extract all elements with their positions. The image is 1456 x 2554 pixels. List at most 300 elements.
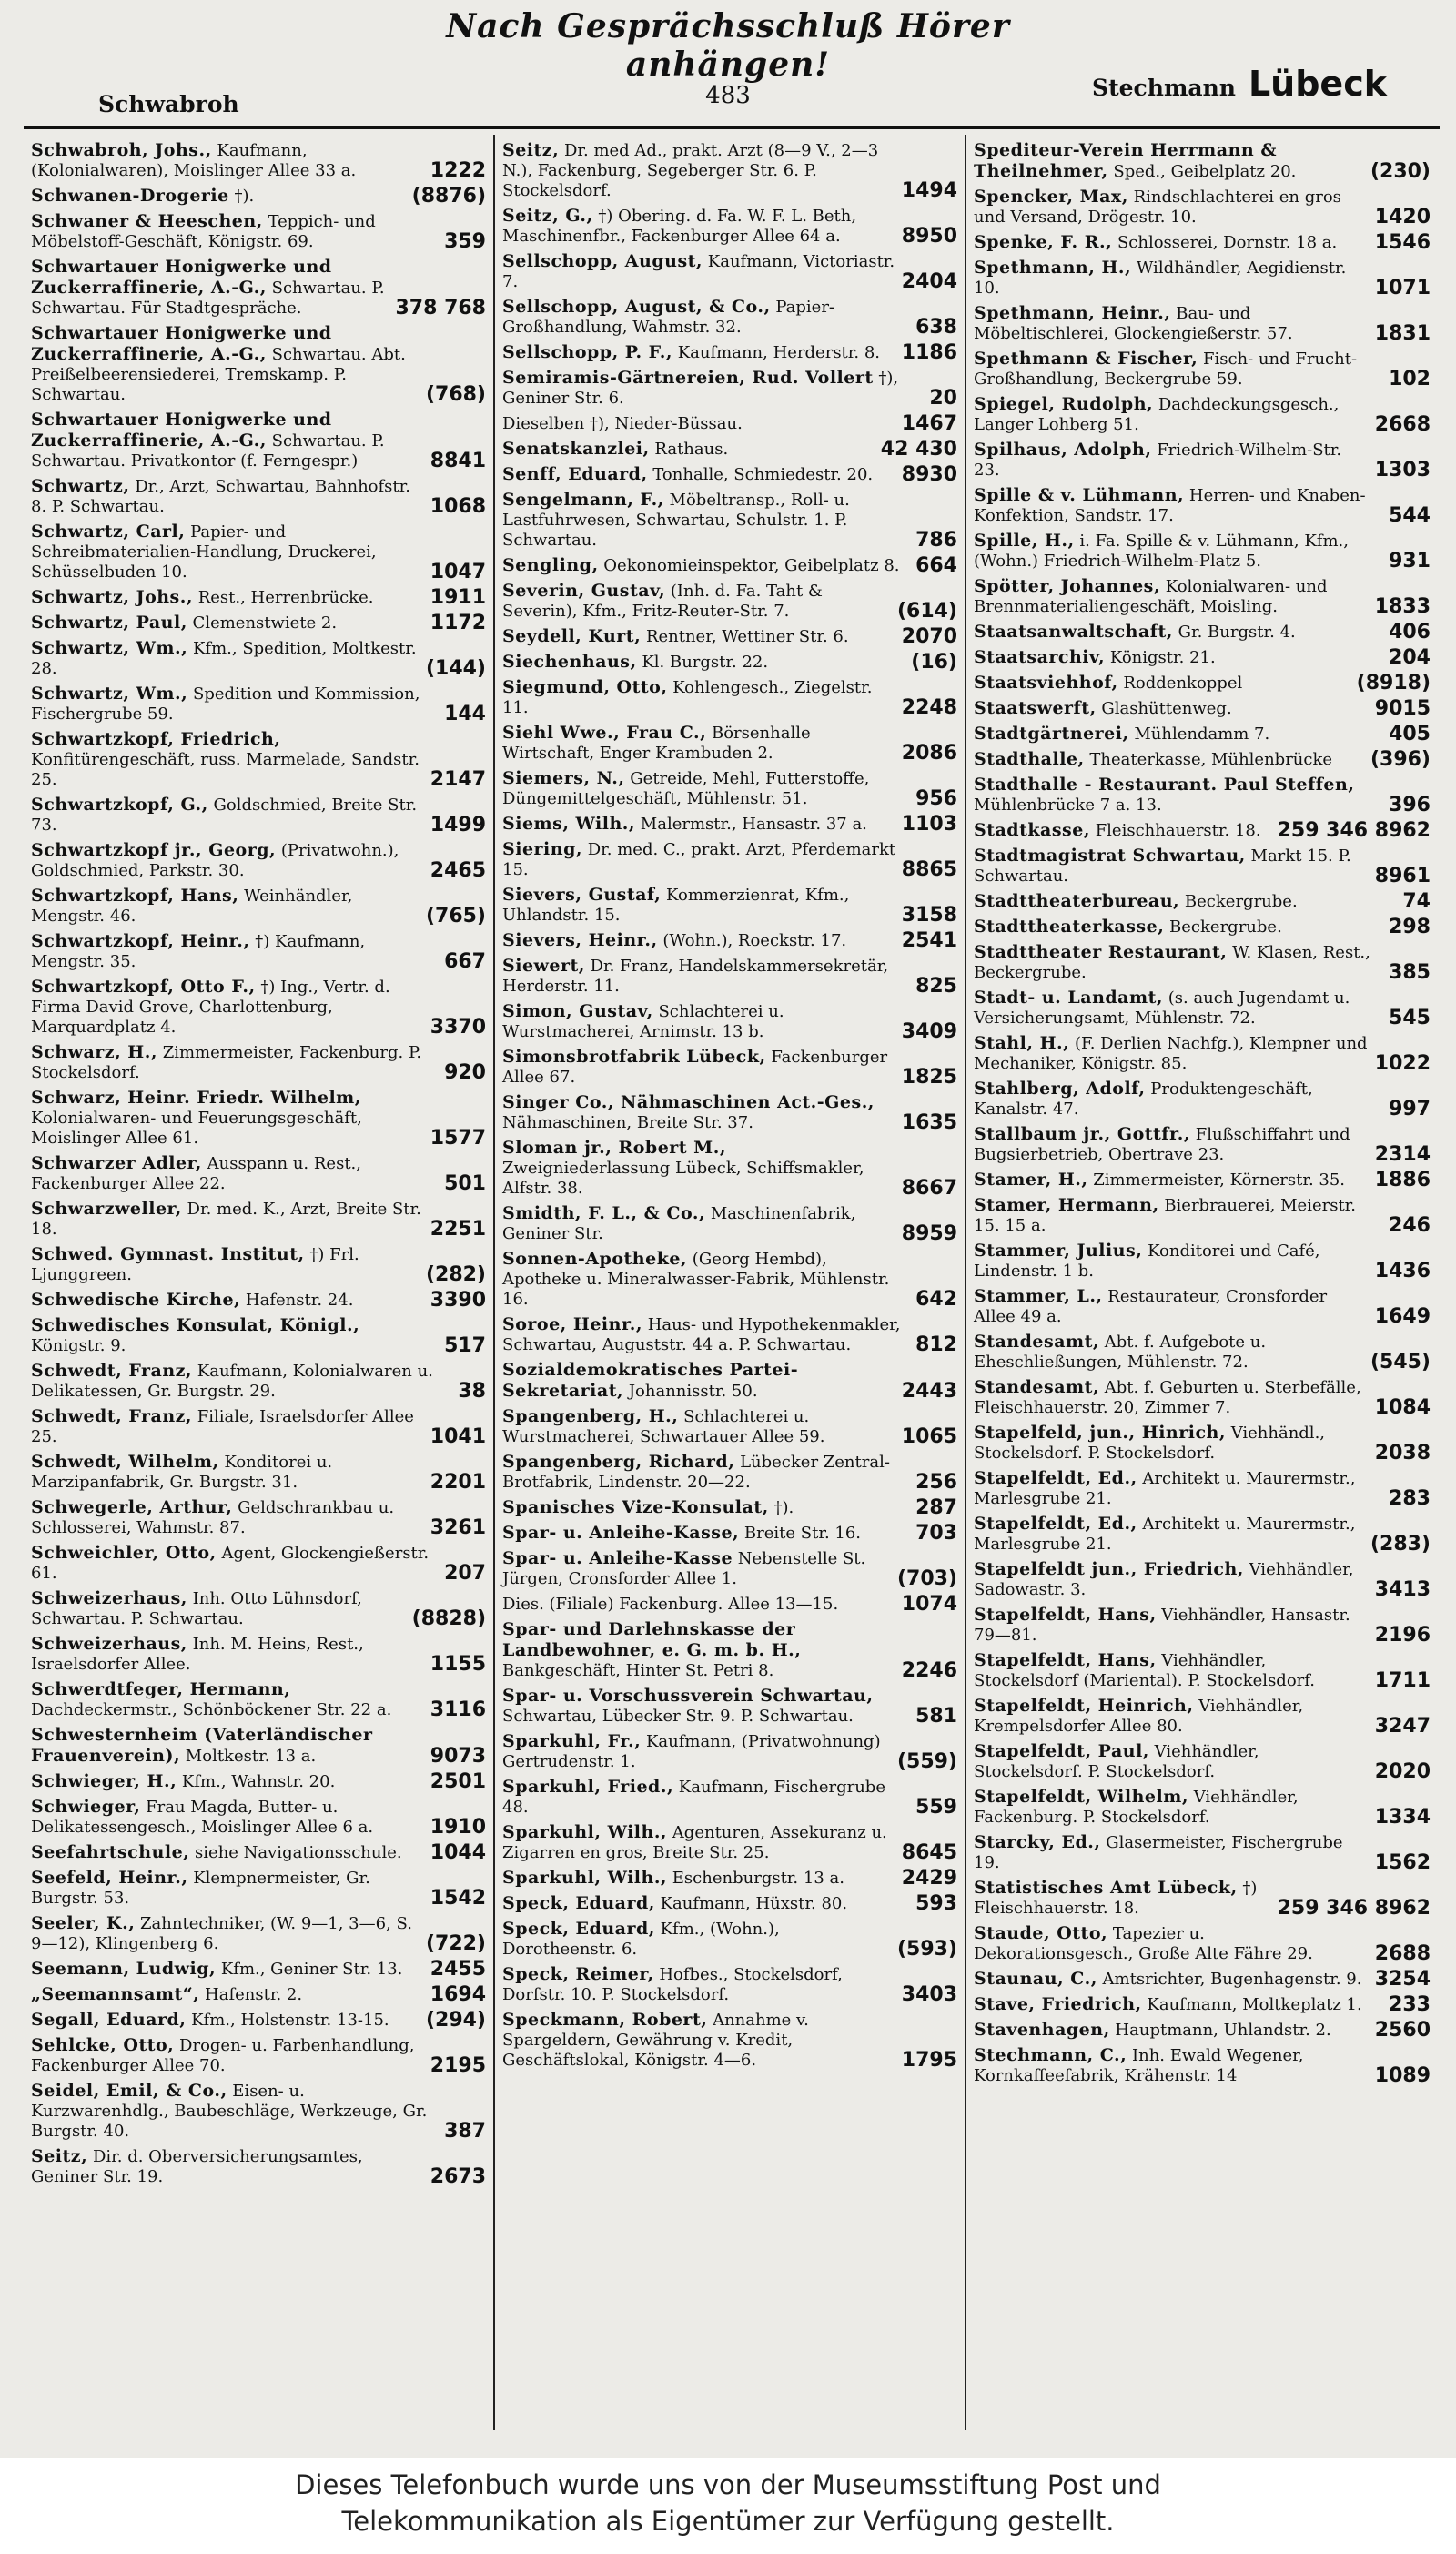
phone-number: 2070 <box>901 625 957 648</box>
entry-name: Siewert, <box>502 956 585 976</box>
entry-name: Spangenberg, H., <box>502 1406 679 1426</box>
entry-details: Börsenhalle Wirtschaft, Enger Krambuden 2. <box>502 724 811 763</box>
entry-details: Maschinenfabrik, Geniner Str. <box>502 1204 856 1243</box>
entry-name: Sievers, Heinr., <box>502 930 658 950</box>
directory-entry <box>31 613 486 633</box>
directory-entry <box>974 820 1431 841</box>
phone-number: 1831 <box>1374 322 1431 345</box>
directory-entry <box>502 652 957 673</box>
entry-details: Nähmaschinen, Breite Str. 37. <box>502 1113 753 1132</box>
entry-name: Seitz, <box>502 140 560 160</box>
directory-entry <box>31 2146 486 2187</box>
entry-name: Schwartauer Honigwerke und Zuckerraffinerie, A.-G., <box>31 410 332 451</box>
entry-text <box>974 988 1389 1029</box>
entry-name: Stapelfeldt, Wilhelm, <box>974 1787 1188 1807</box>
directory-entry <box>502 626 957 647</box>
entry-name: Seefeld, Heinr., <box>31 1868 188 1888</box>
entry-details: Friedrich-Wilhelm-Str. 23. <box>974 441 1342 480</box>
entry-name: Schwarz, H., <box>31 1042 157 1062</box>
directory-entry <box>31 257 486 319</box>
entry-details: Flußschiffahrt und Bugsierbetrieb, Obertrave 23. <box>974 1125 1350 1164</box>
entry-details: Kaufmann, Moltkeplatz 1. <box>1147 1995 1362 2014</box>
phone-number: 920 <box>444 1061 486 1084</box>
entry-details: Geldschrankbau u. Schlosserei, Wahmstr. 87. <box>31 1498 395 1537</box>
footer-note <box>0 2467 1456 2539</box>
entry-name: Seefahrtschule, <box>31 1842 190 1862</box>
entry-text <box>31 587 430 608</box>
phone-number: 638 <box>915 316 957 339</box>
entry-details: Viehhändler, Hansastr. 79—81. <box>974 1606 1350 1645</box>
phone-number: 997 <box>1389 1098 1431 1120</box>
entry-text <box>974 846 1375 887</box>
phone-number: 9015 <box>1374 697 1431 720</box>
entry-name: Standesamt, <box>974 1332 1099 1352</box>
directory-entry <box>974 531 1431 572</box>
directory-entry <box>502 1919 957 1960</box>
phone-number: 559 <box>915 1796 957 1819</box>
phone-number: 825 <box>915 975 957 998</box>
phone-number: 1334 <box>1374 1806 1431 1829</box>
entry-text <box>502 206 902 247</box>
entry-name: Speck, Reimer, <box>502 1964 654 1984</box>
entry-text <box>31 476 430 517</box>
directory-entry <box>974 1170 1431 1191</box>
entry-name: Schwartz, <box>31 476 130 496</box>
entry-text <box>502 1092 902 1133</box>
directory-entry <box>502 956 957 997</box>
phone-number: 2314 <box>1374 1143 1431 1166</box>
entry-text <box>502 439 881 460</box>
entry-name: Schwartzkopf, G., <box>31 795 208 815</box>
directory-entry <box>502 490 957 551</box>
entry-details: Klempnermeister, Gr. Burgstr. 53. <box>31 1869 370 1908</box>
entry-details: Viehhändler, Stockelsdorf. P. Stockelsdorf. <box>974 1742 1259 1781</box>
entry-details: †). <box>774 1498 794 1517</box>
entry-name: Seeler, K., <box>31 1913 136 1933</box>
phone-number: 581 <box>915 1705 957 1728</box>
directory-entry <box>502 368 957 409</box>
entry-details: †) Obering. d. Fa. W. F. L. Beth, Maschinenfbr., Fackenburger Allee 64 a. <box>502 207 857 246</box>
directory-entry <box>502 677 957 718</box>
entry-text <box>31 613 430 633</box>
entry-text <box>31 1244 426 1285</box>
entry-text <box>502 1047 902 1088</box>
directory-entry <box>974 1124 1431 1165</box>
entry-details: Zimmermeister, Körnerstr. 35. <box>1093 1171 1346 1190</box>
entry-details: Eisen- u. Kurzwarenhdlg., Baubeschläge, Werkzeuge, Gr. Burgstr. 40. <box>31 2082 428 2141</box>
phone-number: 1694 <box>430 1983 486 2006</box>
entry-text <box>31 1842 430 1863</box>
entry-name: Stapelfeldt, Hans, <box>974 1605 1157 1625</box>
phone-number: 8959 <box>901 1222 957 1245</box>
entry-name: Sloman jr., Robert M., <box>502 1138 726 1158</box>
phone-number: 1910 <box>430 1816 486 1839</box>
entry-details: Dr. med. C., prakt. Arzt, Pferdemarkt 15. <box>502 840 896 879</box>
entry-details: Viehhändl., Stockelsdorf. P. Stockelsdorf. <box>974 1424 1326 1463</box>
entry-text <box>502 342 902 363</box>
entry-details: Dr. Franz, Handelskammersekretär, Herderstr. 11. <box>502 957 889 996</box>
entry-details: (s. auch Jugendamt u. Versicherungsamt, Mühlenstr. 72. <box>974 988 1350 1028</box>
entry-text <box>502 1497 915 1518</box>
entry-details: Hofbes., Stockelsdorf, Dorfstr. 10. P. Stockelsdorf. <box>502 1965 843 2004</box>
phone-number: (8918) <box>1356 672 1431 694</box>
entry-details: Kommerzienrat, Kfm., Uhlandstr. 15. <box>502 886 850 925</box>
directory-entry <box>31 1913 486 1954</box>
directory-entry <box>31 140 486 181</box>
page-number: 483 <box>705 82 751 109</box>
directory-entry <box>974 2045 1431 2086</box>
directory-entry <box>31 1634 486 1675</box>
entry-text <box>974 917 1389 937</box>
entry-details: Agent, Glockengießerstr. 61. <box>31 1544 430 1583</box>
entry-name: Sonnen-Apotheke, <box>502 1249 688 1269</box>
directory-entry <box>974 1423 1431 1464</box>
phone-number: 3403 <box>901 1983 957 2006</box>
entry-name: Stapelfeldt, Ed., <box>974 1468 1138 1488</box>
entry-details: (F. Derlien Nachfg.), Klempner und Mechaniker, Königstr. 85. <box>974 1034 1368 1073</box>
entry-name: Stammer, L., <box>974 1286 1103 1306</box>
entry-name: Stapelfeld, jun., Hinrich, <box>974 1423 1226 1443</box>
phone-number: 298 <box>1389 916 1431 938</box>
entry-details: Mühlenbrücke 7 a. 13. <box>974 796 1162 815</box>
entry-name: Schwerdtfeger, Hermann, <box>31 1679 291 1699</box>
directory-entry <box>31 1290 486 1311</box>
entry-details: †) Frl. Ljunggreen. <box>31 1245 359 1284</box>
entry-name: Schwartzkopf jr., Georg, <box>31 840 277 860</box>
entry-details: †). <box>234 187 255 206</box>
directory-entry <box>502 140 957 201</box>
directory-entry <box>502 1868 957 1889</box>
city-name: Lübeck <box>1248 64 1387 104</box>
entry-name: Stapelfeldt, Ed., <box>974 1514 1138 1534</box>
directory-entry <box>502 1523 957 1544</box>
entry-details: Tapezier u. Dekorationsgesch., Große Alte Fähre 29. <box>974 1924 1313 1963</box>
entry-text <box>31 1406 430 1447</box>
entry-text <box>502 839 902 880</box>
entry-text <box>502 490 915 551</box>
directory-entry <box>974 1969 1431 1990</box>
entry-name: Spar- u. Vorschussverein Schwartau, <box>502 1686 874 1706</box>
phone-number: 2248 <box>901 696 957 719</box>
entry-details: Moltkestr. 13 a. <box>185 1747 317 1766</box>
entry-name: Sparkuhl, Fr., <box>502 1731 642 1751</box>
phone-number: (294) <box>425 2009 486 2032</box>
phone-number: (144) <box>425 657 486 680</box>
phone-number: 1022 <box>1374 1052 1431 1075</box>
footer-line-1: Dieses Telefonbuch wurde uns von der Museumsstiftung Post und <box>295 2469 1161 2500</box>
entry-name: Spille & v. Lühmann, <box>974 485 1185 505</box>
entry-name: Schwedisches Konsulat, Königl., <box>31 1315 360 1335</box>
directory-entry <box>974 1832 1431 1873</box>
directory-entry <box>974 1994 1431 2015</box>
entry-details: Frau Magda, Butter- u. Delikatessengesch., Moislinger Allee 6 a. <box>31 1798 374 1837</box>
directory-entry <box>974 1696 1431 1737</box>
phone-number: 1172 <box>430 612 486 634</box>
entry-text <box>31 1543 444 1584</box>
directory-entry <box>31 729 486 790</box>
entry-name: Seitz, G., <box>502 206 593 226</box>
entry-details: Drogen- u. Farbenhandlung, Fackenburger Allee 70. <box>31 2036 415 2075</box>
entry-name: Soroe, Heinr., <box>502 1314 642 1334</box>
entry-text <box>502 140 902 201</box>
entry-details: Dies. (Filiale) Fackenburg. Allee 13—15. <box>502 1595 839 1614</box>
entry-text <box>31 1771 430 1792</box>
phone-number: 2443 <box>901 1380 957 1403</box>
entry-text <box>31 684 444 725</box>
directory-entry <box>974 1286 1431 1327</box>
directory-entry <box>974 1033 1431 1074</box>
entry-details: Zweigniederlassung Lübeck, Schiffsmakler, Alfstr. 38. <box>502 1159 864 1198</box>
entry-text <box>502 723 902 764</box>
entry-text <box>31 886 426 927</box>
entry-details: Schwartau. P. Schwartau. Privatkontor (f. Ferngespr.) <box>31 431 385 471</box>
entry-text <box>974 1878 1278 1919</box>
phone-number: 1546 <box>1374 231 1431 254</box>
phone-number: (8876) <box>411 185 486 208</box>
entry-text <box>502 555 915 576</box>
entry-details: Schwartau, Lübecker Str. 9. P. Schwartau. <box>502 1707 854 1726</box>
entry-details: Schlachterei u. Wurstmacherei, Arnimstr. 13 b. <box>502 1002 784 1041</box>
entry-name: Schwedt, Franz, <box>31 1406 193 1426</box>
phone-number: (593) <box>896 1938 957 1961</box>
entry-text <box>502 297 915 338</box>
entry-details: Herren- und Knaben-Konfektion, Sandstr. 17. <box>974 486 1366 525</box>
entry-name: Schwedische Kirche, <box>31 1290 241 1310</box>
directory-entry <box>31 2081 486 2142</box>
entry-details: Viehhändler, Stockelsdorf (Mariental). P. Stockelsdorf. <box>974 1651 1316 1690</box>
entry-details: Fisch- und Frucht-Großhandlung, Beckergrube 59. <box>974 350 1358 389</box>
phone-number: 1886 <box>1374 1169 1431 1191</box>
entry-name: Schwartzkopf, Friedrich, <box>31 729 281 749</box>
directory-entry <box>502 1203 957 1244</box>
phone-number: 8930 <box>901 463 957 486</box>
phone-number: 544 <box>1389 504 1431 527</box>
footer-line-2: Telekommunikation als Eigentümer zur Verfügung gestellt. <box>341 2506 1115 2537</box>
entry-text <box>974 2020 1375 2041</box>
phone-number: 3116 <box>430 1698 486 1721</box>
directory-entry <box>502 297 957 338</box>
entry-name: Stallbaum jr., Gottfr., <box>974 1124 1190 1144</box>
directory-entry <box>502 1731 957 1772</box>
entry-details: Königstr. 9. <box>31 1336 126 1355</box>
entry-details: Rest., Herrenbrücke. <box>197 588 374 607</box>
entry-name: Schwanen-Drogerie <box>31 186 229 206</box>
phone-number: 2688 <box>1374 1942 1431 1965</box>
phone-number: 3158 <box>901 904 957 927</box>
directory-entry <box>974 673 1431 694</box>
directory-entry <box>502 1092 957 1133</box>
directory-entry <box>974 698 1431 719</box>
entry-name: Stapelfeldt, Paul, <box>974 1741 1149 1761</box>
entry-text <box>974 1923 1375 1964</box>
phone-number: 1071 <box>1374 277 1431 299</box>
entry-name: Speck, Eduard, <box>502 1893 655 1913</box>
entry-name: Schweizerhaus, <box>31 1634 187 1654</box>
directory-entry <box>974 891 1431 912</box>
entry-name: Staatswerft, <box>974 698 1097 718</box>
phone-number: 385 <box>1389 961 1431 984</box>
entry-details: Inh. Ewald Wegener, Kornkaffeefabrik, Krähenstr. 14 <box>974 2046 1304 2085</box>
phone-number: 144 <box>444 703 486 725</box>
entry-name: Stavenhagen, <box>974 2020 1110 2040</box>
phone-number: 956 <box>915 787 957 810</box>
phone-number: 38 <box>458 1380 486 1403</box>
entry-details: Zimmermeister, Fackenburg. P. Stockelsdorf. <box>31 1043 422 1082</box>
directory-entry <box>502 1822 957 1863</box>
directory-entry <box>31 1588 486 1629</box>
directory-entry <box>502 930 957 951</box>
right-keyword: Stechmann <box>1092 75 1236 101</box>
directory-entry <box>31 1199 486 1240</box>
entry-details: Spedition und Kommission, Fischergrube 59. <box>31 684 420 724</box>
entry-name: Seemann, Ludwig, <box>31 1959 217 1979</box>
directory-entry <box>974 1514 1431 1555</box>
entry-name: Spethmann, H., <box>974 258 1132 278</box>
directory-entry <box>31 522 486 583</box>
entry-details: Inh. M. Heins, Rest., Israelsdorfer Allee. <box>31 1635 364 1674</box>
entry-name: Siegmund, Otto, <box>502 677 668 697</box>
phone-number: 20 <box>929 387 957 410</box>
phone-number: (283) <box>1370 1533 1431 1556</box>
entry-name: Schwieger, <box>31 1797 141 1817</box>
phone-number: 1155 <box>430 1653 486 1676</box>
directory-entry <box>502 1138 957 1199</box>
entry-details: Glasermeister, Fischergrube 19. <box>974 1833 1343 1872</box>
phone-number: 406 <box>1389 621 1431 644</box>
entry-text <box>974 1241 1375 1282</box>
header-title: Nach Gesprächsschluß Hörer anhängen! <box>446 7 1010 84</box>
directory-entry <box>974 576 1431 617</box>
phone-number: 2541 <box>901 929 957 952</box>
entry-name: Siehl Wwe., Frau C., <box>502 723 707 743</box>
entry-details: Eschenburgstr. 13 a. <box>672 1869 844 1888</box>
entry-text <box>974 647 1389 668</box>
entry-text <box>974 775 1389 816</box>
entry-text <box>502 413 902 434</box>
entry-name: Senatskanzlei, <box>502 439 650 459</box>
directory-entry <box>974 724 1431 745</box>
entry-name: Sellschopp, P. F., <box>502 342 672 362</box>
entry-details: †), Geniner Str. 6. <box>502 369 899 408</box>
entry-text <box>502 1893 915 1914</box>
phone-number: 545 <box>1389 1007 1431 1029</box>
directory-entry <box>31 587 486 608</box>
phone-number: 703 <box>915 1522 957 1545</box>
entry-name: Stadt- u. Landamt, <box>974 988 1163 1008</box>
entry-text <box>974 1514 1370 1555</box>
entry-text <box>974 1468 1389 1509</box>
entry-details: Kohlengesch., Ziegelstr. 11. <box>502 678 873 717</box>
entry-name: Staunau, C., <box>974 1969 1097 1989</box>
phone-number: 501 <box>444 1172 486 1195</box>
directory-entry <box>974 1878 1431 1919</box>
entry-details: Produktengeschäft, Kanalstr. 47. <box>974 1079 1313 1119</box>
entry-text <box>974 1286 1375 1327</box>
phone-number: (230) <box>1370 160 1431 183</box>
directory-entry <box>974 1377 1431 1418</box>
entry-name: „Seemannsamt“, <box>31 1984 200 2004</box>
phone-number: 1649 <box>1374 1305 1431 1328</box>
phone-number: 1222 <box>430 159 486 182</box>
entry-details: Gr. Burgstr. 4. <box>1178 623 1296 642</box>
entry-text <box>502 1001 902 1042</box>
entry-name: Staude, Otto, <box>974 1923 1108 1943</box>
phone-number: 8667 <box>901 1177 957 1200</box>
phone-number: 1186 <box>901 341 957 364</box>
phone-number: 2020 <box>1374 1760 1431 1783</box>
directory-entry <box>974 2020 1431 2041</box>
entry-text <box>31 1315 444 1356</box>
phone-number: 387 <box>444 2120 486 2143</box>
entry-text <box>31 931 444 972</box>
entry-name: Staatsarchiv, <box>974 647 1106 667</box>
entry-text <box>974 140 1370 182</box>
directory-entry <box>31 1868 486 1909</box>
entry-details: Dir. d. Oberversicherungsamtes, Geniner Str. 19. <box>31 2147 363 2186</box>
entry-text <box>31 1984 430 2005</box>
directory-entry <box>31 410 486 471</box>
entry-name: Semiramis-Gärtnereien, Rud. Vollert <box>502 368 874 388</box>
entry-name: Schwartauer Honigwerke und Zuckerraffinerie, A.-G., <box>31 257 332 298</box>
entry-name: Spangenberg, Richard, <box>502 1452 735 1472</box>
entry-text <box>974 1377 1375 1418</box>
entry-details: Hafenstr. 24. <box>245 1291 354 1310</box>
phone-number: 1436 <box>1374 1260 1431 1282</box>
entry-text <box>502 814 902 835</box>
directory-entry <box>974 846 1431 887</box>
entry-text <box>974 1033 1375 1074</box>
phone-number: 259 346 8962 <box>1277 1897 1431 1920</box>
entry-text <box>502 626 902 647</box>
directory-entry <box>502 251 957 292</box>
entry-details: Markt 15. P. Schwartau. <box>974 846 1351 886</box>
entry-text <box>974 394 1375 435</box>
phone-number: 1911 <box>430 586 486 609</box>
entry-text <box>502 885 902 926</box>
entry-name: Siechenhaus, <box>502 652 637 672</box>
phone-number: 3247 <box>1374 1715 1431 1738</box>
entry-details: †) Kaufmann, Mengstr. 35. <box>31 932 366 971</box>
entry-name: Staatsanwaltschaft, <box>974 622 1173 642</box>
entry-details: Dr., Arzt, Schwartau, Bahnhofstr. 8. P. Schwartau. <box>31 477 410 516</box>
phone-number: 664 <box>915 554 957 577</box>
entry-text <box>974 1650 1375 1691</box>
entry-text <box>974 622 1389 643</box>
entry-name: Stapelfeldt jun., Friedrich, <box>974 1559 1244 1579</box>
entry-text <box>502 1452 915 1493</box>
entry-text <box>974 232 1375 253</box>
entry-text <box>974 724 1389 745</box>
directory-entry <box>31 684 486 725</box>
entry-name: Sparkuhl, Fried., <box>502 1777 674 1797</box>
phone-number: 2668 <box>1374 413 1431 436</box>
phone-number: 1103 <box>901 813 957 836</box>
entry-name: Siering, <box>502 839 582 859</box>
entry-text <box>502 1619 902 1681</box>
phone-number: 8961 <box>1374 865 1431 887</box>
entry-text <box>502 251 902 292</box>
entry-details: i. Fa. Spille & v. Lühmann, Kfm., (Wohn.) Friedrich-Wilhelm-Platz 5. <box>974 532 1349 571</box>
directory-entry <box>974 140 1431 182</box>
phone-number: 2201 <box>430 1471 486 1494</box>
entry-details: Clemenstwiete 2. <box>192 613 338 633</box>
entry-details: Teppich- und Möbelstoff-Geschäft, Königstr. 69. <box>31 212 376 251</box>
entry-details: W. Klasen, Rest., Beckergrube. <box>974 943 1370 982</box>
directory-entry <box>974 1195 1431 1236</box>
phone-number: 1795 <box>901 2049 957 2072</box>
directory-entry <box>31 1797 486 1838</box>
phone-number: 256 <box>915 1471 957 1494</box>
